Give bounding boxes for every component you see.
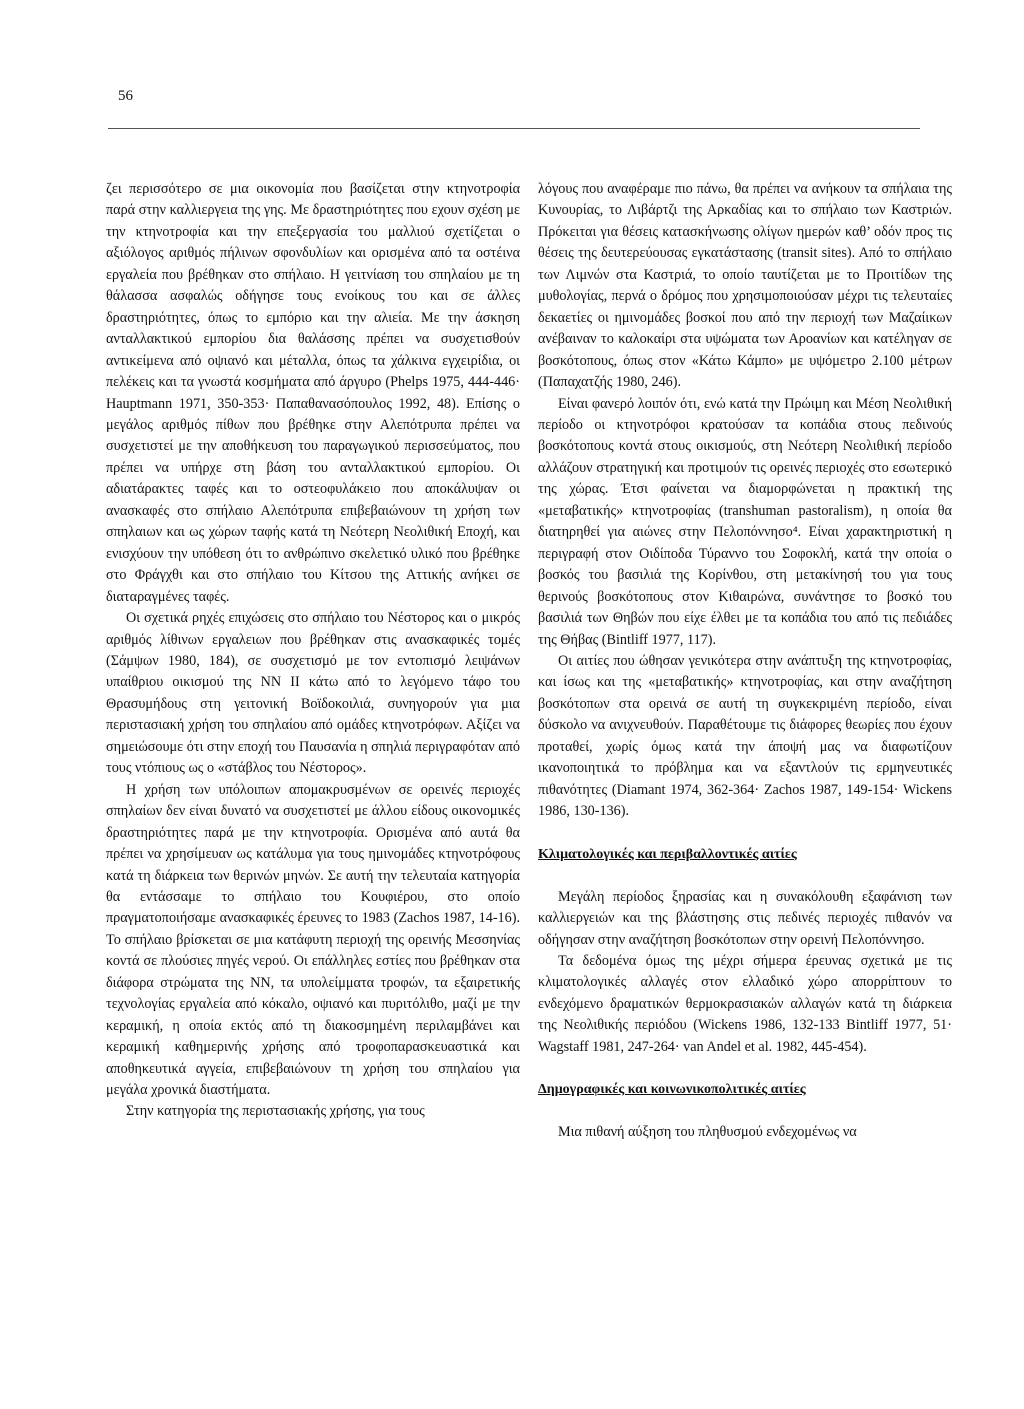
paragraph: Στην κατηγορία της περιστασιακής χρήσης, για τους [126,1103,425,1120]
paragraph: Μεγάλη περίοδος ξηρασίας και η συνακόλουθη εξαφάνιση των καλλιεργειών και της βλάστησης στις πεδινές περιοχές πιθανόν να οδήγησαν στην αναζήτηση βοσκότοπων στην ορεινή Πελοπόννησο. [538,888,952,948]
left-column [106,179,520,1123]
section-heading: Κλιματολογικές και περιβαλλοντικές αιτίες [538,846,797,862]
paragraph: λόγους που αναφέραμε πιο πάνω, θα πρέπει να ανήκουν τα σπήλαια της Κυνουρίας, το Λιβάρτζι της Αρκαδίας και το σπήλαιο των Καστριών. Πρόκειται για θέσεις κατασκήνωσης ολίγων ημερών καθ’ οδόν προς τις θέσεις της δευτερεύουσας εγκατάστασης (transit sites). Από το σπήλαιο των Λιμνών στα Καστριά, το οποίο ταυτίζεται με το Προιτίδων της μυθολογίας, περνά ο δρόμος που χρησιμοποιούσαν μέχρι τις τελευταίες δεκαετίες οι ημινομάδες βοσκοί που από την περιοχή των Μαζαίικων ανέβαιναν το καλοκαίρι στα υψώματα των Αροανίων και κατέληγαν σε βοσκότοπους, όπως στον «Κάτω Κάμπο» με υψόμετρο 2.100 μέτρων (Παπαχατζής 1980, 246). [538,181,952,391]
paragraph: Είναι φανερό λοιπόν ότι, ενώ κατά την Πρώιμη και Μέση Νεολιθική περίοδο οι κτηνοτρόφοι κρατούσαν τα κοπάδια στους πεδινούς βοσκότοπους κοντά στους οικισμούς, στη Νεότερη Νεολιθική περίοδο αλλάζουν στρατηγική και προτιμούν τις ορεινές περιοχές στο εσωτερικό της χώρας. Έτσι φαίνεται να διαμορφώνεται η πρακτική της «μεταβατικής» κτηνοτροφίας (transhuman pastoralism), η οποία θα διατηρηθεί για αιώνες στην Πελοπόννησο⁴. Είναι χαρακτηριστική η περιγραφή στον Οιδίποδα Τύραννο του Σοφοκλή, κατά την οποία ο βοσκός του βασιλιά της Κορίνθου, στη μετακίνησή του για τους θερινούς βοσκότοπους στον Κιθαιρώνα, συνάντησε το βοσκό του βασιλιά των Θηβών που είχε έλθει με τα κοπάδια του από τις πεδιάδες της Θήβας (Bintliff 1977, 117). [538,395,952,648]
paragraph: Μια πιθανή αύξηση του πληθυσμού ενδεχομένως να [558,1124,857,1141]
paragraph: ζει περισσότερο σε μια οικονομία που βασίζεται στην κτηνοτροφία παρά στην καλλιεργεια της γης. Με δραστηριότητες που εχουν σχέση με την κτηνοτροφία και την επεξεργασία του μαλλιού σχετίζεται ο αξιόλογος αριθμός πήλινων σφονδυλίων και ορισμένα από τα οστέινα εργαλεία που βρέθηκαν στο σπήλαιο. Η γειτνίαση του σπηλαίου με τη θάλασσα ασφαλώς οδήγησε τους ενοίκους του και σε άλλες δραστηριότητες, όπως το εμπόριο και την αλιεία. Με την άσκηση ανταλλακτικού εμπορίου δια θαλάσσης πρέπει να συσχετισθούν αντικείμενα από οψιανό και μέταλλα, όπως τα χάλκινα εγχειρίδια, οι πελέκεις και τα γνωστά κοσμήματα από άργυρο (Phelps 1975, 444-446· Hauptmann 1971, 350-353· Παπαθανασόπουλος 1992, 48). Επίσης ο μεγάλος αριθμός πίθων που βρέθηκε στην Αλεπότρυπα πρέπει να συσχετιστεί με την αποθήκευση του παραγωγικού περισσεύματος, που πρέπει να υπήρχε στη βάση του ανταλλακτικού εμπορίου. Οι αδιατάρακτες ταφές και το οστεοφυλάκειο που αποκάλυψαν οι ανασκαφές στο σπήλαιο Αλεπότρυπα επιβεβαιώνουν τη χρήση των σπηλαιων και ως χώρων ταφής κατά τη Νεότερη Νεολιθική Εποχή, και ενισχύουν την υπόθεση ότι το ανθρώπινο σκελετικό υλικό που βρέθηκε στο Φράγχθι και στο σπήλαιο του Κίτσου της Αττικής ανήκει σε διαταραγμένες ταφές. [106,181,520,605]
header-rule [108,128,920,129]
page-number: 56 [118,88,133,104]
paragraph: Οι σχετικά ρηχές επιχώσεις στο σπήλαιο του Νέστορος και ο μικρός αριθμός λίθινων εργαλειων που βρέθηκαν στις ανασκαφικές τομές (Σάμψων 1980, 184), σε συσχετισμό με τον εντοπισμό λειψάνων υπαίθριου οικισμού της ΝΝ ΙΙ κάτω από το λεγόμενο τάφο του Θρασυμήδους στη γειτονική Βοϊδοκοιλιά, συνηγορούν για μια περιστασιακή χρήση του σπηλαίου από ομάδες κτηνοτρόφων. Αξίζει να σημειώσουμε ότι στην εποχή του Παυσανία η σπηλιά περιγραφόταν από τους ντόπιους ως ο «στάβλος του Νέστορος». [106,610,520,777]
paragraph: Οι αιτίες που ώθησαν γενικότερα στην ανάπτυξη της κτηνοτροφίας, και ίσως και της «μεταβατικής» κτηνοτροφίας, και στην αναζήτηση βοσκότοπων στα ορεινά σε αυτή τη συγκεκριμένη περίοδο, είναι δύσκολο να ανιχνευθούν. Παραθέτουμε τις διάφορες θεωρίες που έχουν προταθεί, χωρίς όμως κατά την άποψή μας να διαφωτίζουν ικανοποιητικά το πρόβλημα και να εξαντλούν τις ερμηνευτικές πιθανότητες (Diamant 1974, 362-364· Zachos 1987, 149-154· Wickens 1986, 130-136). [538,652,952,820]
section-heading: Δημογραφικές και κοινωνικοπολιτικές αιτίες [538,1082,806,1098]
paragraph: Η χρήση των υπόλοιπων απομακρυσμένων σε ορεινές περιοχές σπηλαίων δεν είναι δυνατό να συσχετιστεί με άλλου είδους οικονομικές δραστηριότητες παρά με την κτηνοτροφία. Ορισμένα από αυτά θα πρέπει να χρησίμευαν ως κατάλυμα για τους ημινομάδες κτηνοτρόφους κατά τη διάρκεια των θερινών μηνών. Σε αυτή την τελευταία κατηγορία θα εντάσσαμε το σπήλαιο του Κουφιέρου, στο οποίο πραγματοποιήσαμε ανασκαφικές έρευνες το 1983 (Zachos 1987, 14-16). Το σπήλαιο βρίσκεται σε μια κατάφυτη περιοχή της ορεινής Μεσσηνίας κοντά σε πλούσιες πηγές νερού. Οι επάλληλες εστίες που βρέθηκαν στα διάφορα στρώματα της ΝΝ, τα υπολείμματα τροφών, τα εξαιρετικής τεχνολογίας εργαλεία από κόκαλο, οψιανό και πυριτόλιθο, μαζί με την κεραμική, η οποία εκτός από τη διακοσμημένη περιλαμβάνει και κεραμική καθημερινής χρήσης από τροφοπαρασκευαστικά και αποθηκευτικά αγγεία, επιβεβαιώνουν τη χρήση του σπηλαίου για μεγάλα χρονικά διαστήματα. [106,781,520,1099]
right-column [538,179,952,1144]
paragraph: Τα δεδομένα όμως της μέχρι σήμερα έρευνας σχετικά με τις κλιματολογικές αλλαγές στον ελλαδικό χώρο απορρίπτουν το ενδεχόμενο δραματικών θερμοκρασιακών αλλαγών κατά τη διάρκεια της Νεολιθικής περιόδου (Wickens 1986, 132-133 Bintliff 1977, 51· Wagstaff 1981, 247-264· van Andel et al. 1982, 445-454). [538,952,952,1055]
